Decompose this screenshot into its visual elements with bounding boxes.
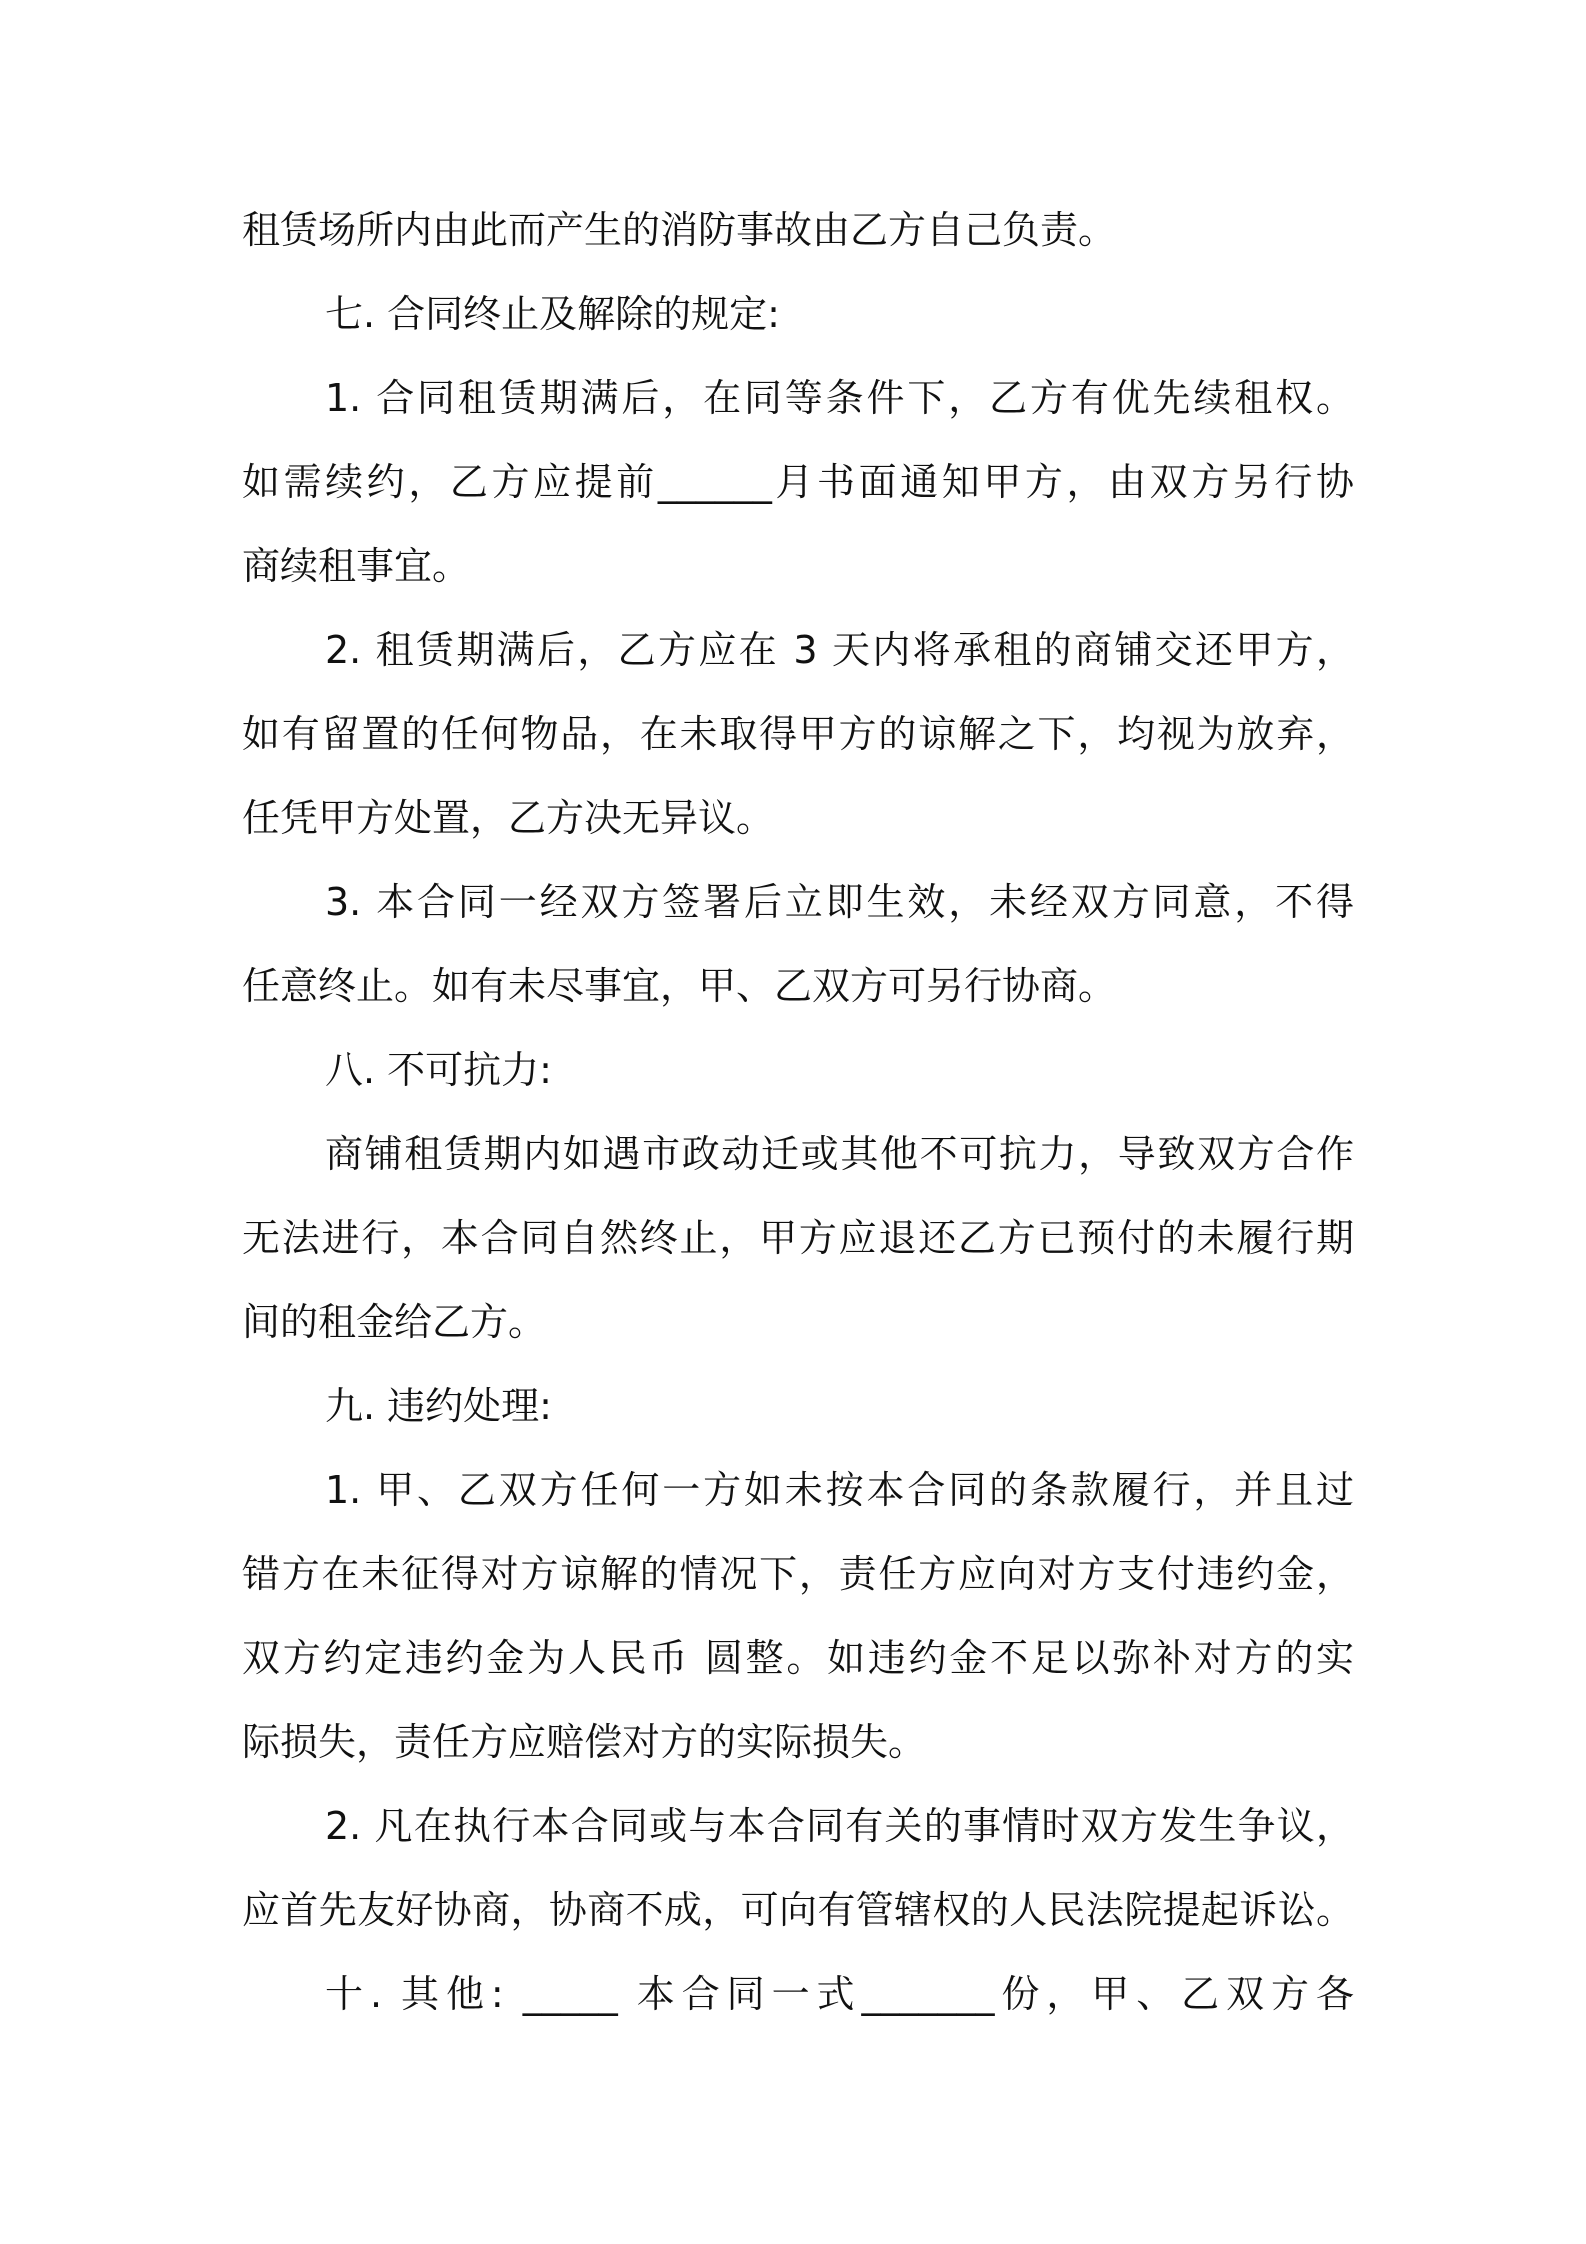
section-heading-7: 七. 合同终止及解除的规定: [325,292,780,336]
document-body [242,188,1354,2036]
paragraph-line: 3. 本合同一经双方签署后立即生效，未经双方同意，不得 [325,880,1354,924]
paragraph-line: 2. 租赁期满后，乙方应在 3 天内将承租的商铺交还甲方， [325,628,1354,672]
paragraph-line: 2. 凡在执行本合同或与本合同有关的事情时双方发生争议， [325,1804,1354,1848]
paragraph-line: 间的租金给乙方。 [242,1300,547,1344]
paragraph-line: 应首先友好协商，协商不成，可向有管辖权的人民法院提起诉讼。 [242,1888,1354,1932]
paragraph-line: 错方在未征得对方谅解的情况下，责任方应向对方支付违约金， [242,1552,1354,1596]
paragraph-line: 商铺租赁期内如遇市政动迁或其他不可抗力，导致双方合作 [325,1132,1354,1176]
paragraph-line: 双方约定违约金为人民币 圆整。如违约金不足以弥补对方的实 [242,1636,1354,1680]
paragraph-line: 任意终止。如有未尽事宜，甲、乙双方可另行协商。 [242,964,1117,1008]
section-heading-9: 九. 违约处理: [325,1384,552,1428]
section-heading-10: 十. 其他: _____ 本合同一式_______份，甲、乙双方各 [325,1972,1354,2016]
paragraph-line: 际损失，责任方应赔偿对方的实际损失。 [242,1720,927,1764]
paragraph-line: 租赁场所内由此而产生的消防事故由乙方自己负责。 [242,208,1117,252]
paragraph-line: 任凭甲方处置，乙方决无异议。 [242,796,775,840]
paragraph-line: 无法进行，本合同自然终止，甲方应退还乙方已预付的未履行期 [242,1216,1354,1260]
section-heading-8: 八. 不可抗力: [325,1048,552,1092]
paragraph-line: 如有留置的任何物品，在未取得甲方的谅解之下，均视为放弃， [242,712,1354,756]
paragraph-line: 如需续约，乙方应提前______月书面通知甲方，由双方另行协 [242,460,1354,504]
paragraph-line: 商续租事宜。 [242,544,471,588]
paragraph-line: 1. 甲、乙双方任何一方如未按本合同的条款履行，并且过 [325,1468,1354,1512]
paragraph-line: 1. 合同租赁期满后，在同等条件下，乙方有优先续租权。 [325,376,1354,420]
